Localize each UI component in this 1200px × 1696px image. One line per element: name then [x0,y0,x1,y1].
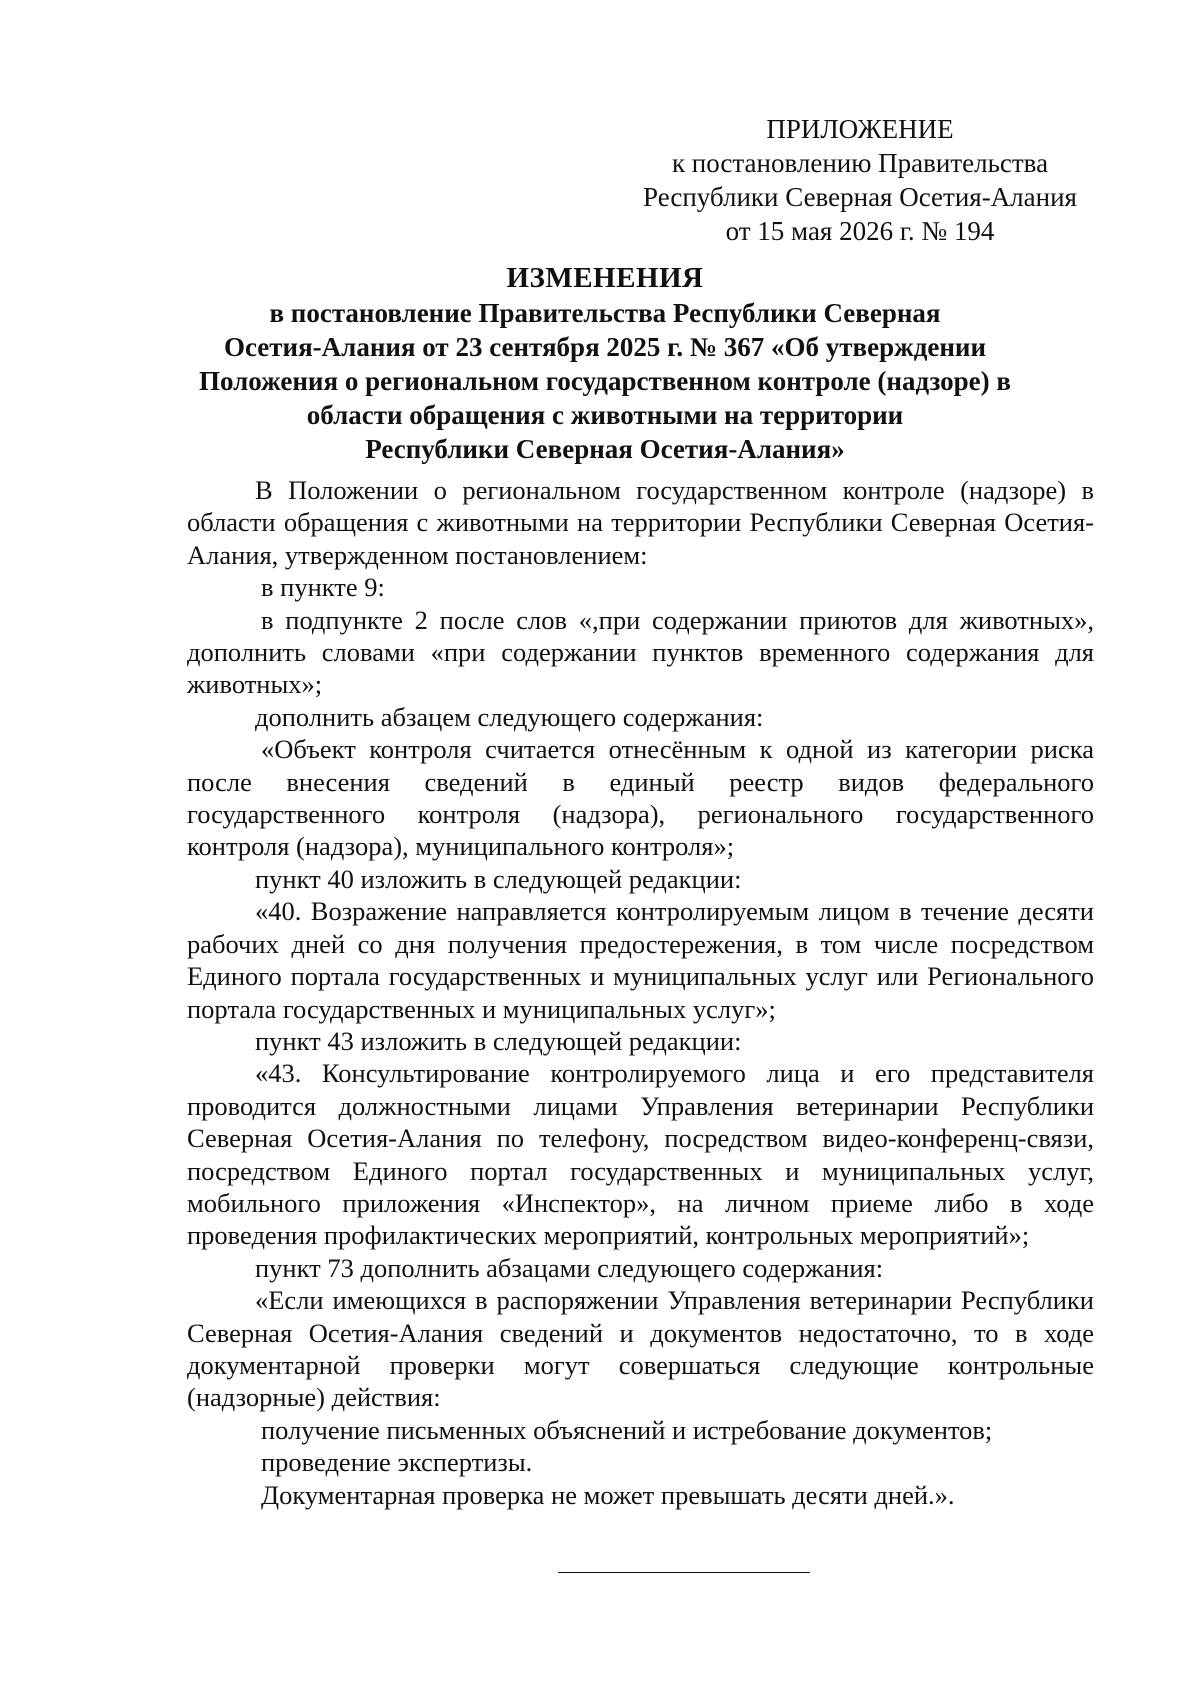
title-main: ИЗМЕНЕНИЯ [506,262,704,294]
title-line-2: Осетия-Алания от 23 сентября 2025 г. № 367 «Об утверждении [223,332,987,362]
body-paragraph-point-43: пункт 43 изложить в следующей редакции: [255,1025,742,1056]
body-paragraph-point-43-text: «43. Консультирование контролируемого лица и его представителя проводится должностными лицами Управления ветеринарии Республики Северная Осетия-Алания по телефону, посредством видео-конференц-связи, посредством Единого портал государственных и муниципальных услуг, мобильного приложения «Инспектор», на личном приеме либо в ходе проведения профилактических мероприятий, контрольных мероприятий»; [187,1058,1094,1251]
closing-separator-line [558,1572,810,1573]
title-line-1: в постановление Правительства Республики Северная [269,298,941,328]
body-paragraph-risk-category: «Объект контроля считается отнесённым к одной из категории риска после внесения сведений в единый реестр видов федерального государственного контроля (надзора), регионального государственного контроля (надзора), муниципального контроля»; [187,734,1094,862]
title-line-3: Положения о региональном государственном контроле (надзоре) в [199,366,1011,396]
body-paragraph-point-73-text: «Если имеющихся в распоряжении Управления ветеринарии Республики Северная Осетия-Алания сведений и документов недостаточно, то в ходе документарной проверки могут совершаться следующие контрольные (надзорные) действия: [187,1285,1094,1413]
appendix-label: ПРИЛОЖЕНИЕ [766,114,954,144]
title-line-4: области обращения с животными на территории [306,400,904,430]
appendix-reference: к постановлению Правительства [671,148,1049,178]
document-body [187,474,1094,1511]
body-paragraph-explanations: получение письменных объяснений и истребование документов; [261,1414,993,1445]
body-paragraph-duration: Документарная проверка не может превышать десяти дней.». [261,1479,955,1510]
body-paragraph-point-73: пункт 73 дополнить абзацами следующего содержания: [255,1252,884,1283]
document-title [150,260,1060,466]
body-paragraph-intro: В Положении о региональном государственном контроле (надзоре) в области обращения с животными на территории Республики Северная Осетия-Алания, утвержденном постановлением: [187,475,1094,570]
title-line-5: Республики Северная Осетия-Алания» [365,434,845,464]
body-paragraph-subpoint-2: в подпункте 2 после слов «,при содержании приютов для животных», дополнить словами «при содержании пунктов временного содержания для животных»; [187,604,1094,700]
body-paragraph-point-40: пункт 40 изложить в следующей редакции: [255,863,742,894]
body-paragraph-expertise: проведение экспертизы. [261,1447,533,1478]
appendix-header [600,112,1120,248]
appendix-date-number: от 15 мая 2026 г. № 194 [725,216,995,246]
body-paragraph-add-clause: дополнить абзацем следующего содержания: [255,701,764,732]
appendix-government: Республики Северная Осетия-Алания [643,182,1077,212]
body-paragraph-point-9: в пункте 9: [261,572,385,603]
body-paragraph-point-40-text: «40. Возражение направляется контролируемым лицом в течение десяти рабочих дней со дня получения предостережения, в том числе посредством Единого портала государственных и муниципальных услуг или Регионального портала государственных и муниципальных услуг»; [187,896,1094,1024]
